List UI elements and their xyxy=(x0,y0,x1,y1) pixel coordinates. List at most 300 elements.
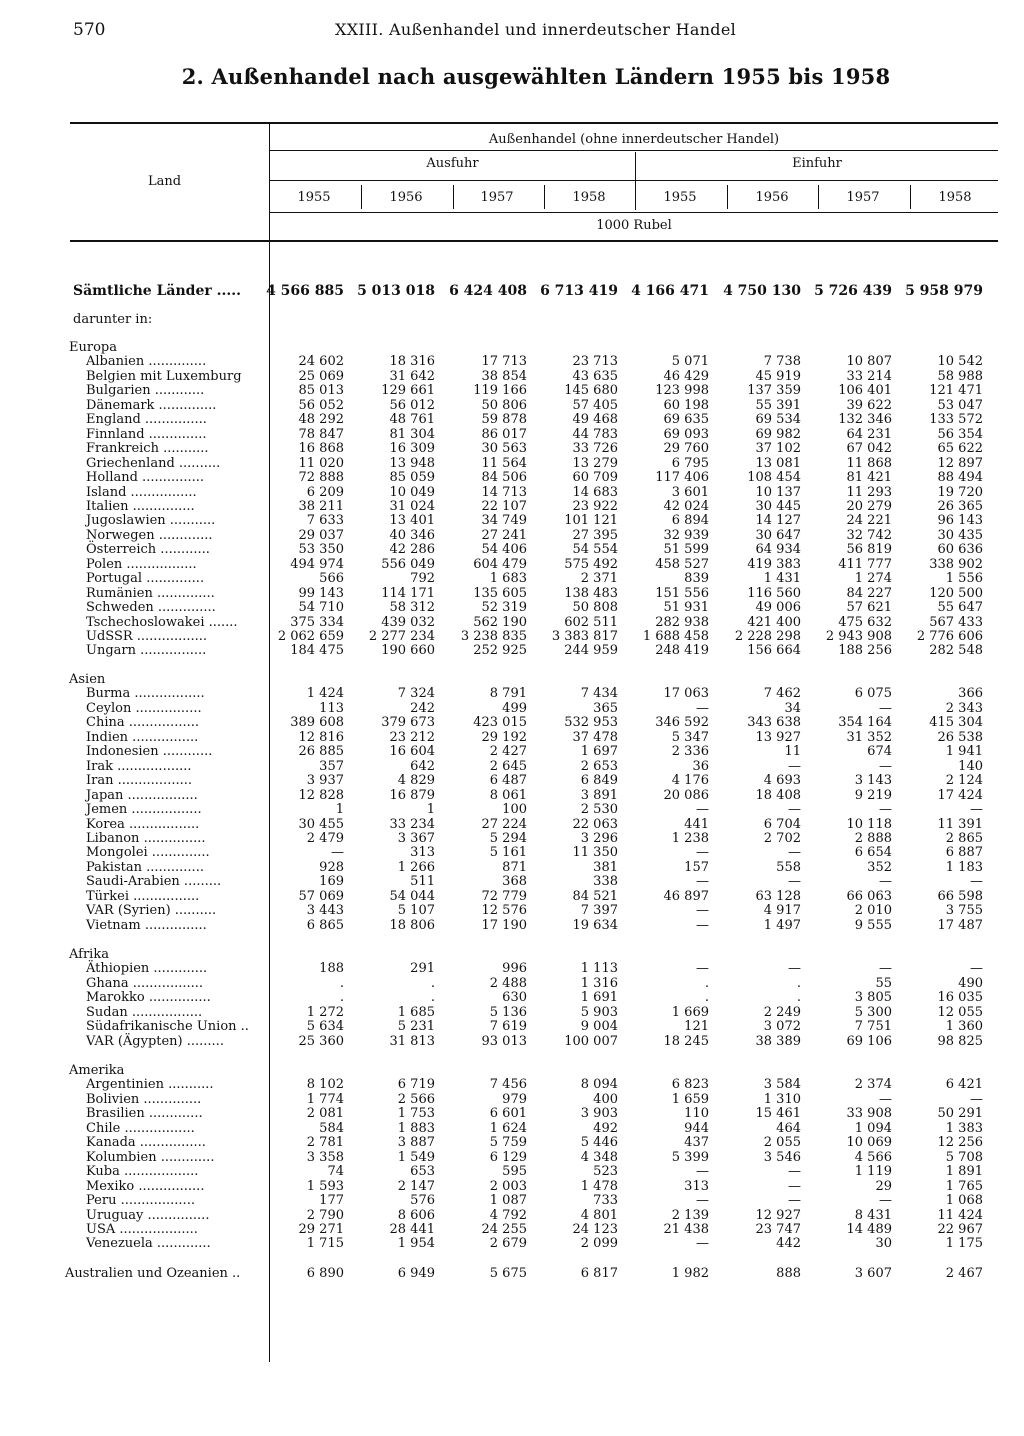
table-row-value: 2 943 908 xyxy=(825,629,892,644)
table-row-value: 7 456 xyxy=(489,1077,527,1093)
table-row-value: 9 219 xyxy=(854,787,892,803)
table-row-value: 188 xyxy=(319,961,344,977)
table-row-value: — xyxy=(879,700,892,716)
table-row-value: 86 017 xyxy=(481,426,527,442)
table-row-value: — xyxy=(788,758,801,774)
year-header: 1956 xyxy=(389,190,423,205)
table-row-value: 60 709 xyxy=(572,470,618,486)
table-row-value: 50 291 xyxy=(937,1106,983,1122)
table-row-value: — xyxy=(696,917,709,933)
table-row-value: 1 497 xyxy=(763,917,801,933)
table-row-value: 6 894 xyxy=(671,513,709,529)
table-row-value: 34 xyxy=(784,700,801,716)
table-row-value: 18 806 xyxy=(389,917,435,933)
table-row-value: 1 113 xyxy=(580,961,618,977)
table-row-value: 1 183 xyxy=(945,859,983,875)
table-row-label: Argentinien ........... xyxy=(86,1077,214,1093)
table-row-value: 3 143 xyxy=(854,773,892,789)
table-row-value: 464 xyxy=(776,1120,801,1136)
table-row-value: 22 107 xyxy=(481,498,527,514)
table-row-value: 511 xyxy=(410,874,435,890)
table-row-value: 27 395 xyxy=(572,527,618,543)
table-row-value: 58 312 xyxy=(389,600,435,616)
region-heading: Europa xyxy=(69,340,117,355)
table-row-value: 282 548 xyxy=(929,643,983,659)
table-row-value: 6 601 xyxy=(489,1106,527,1122)
total-row-value: 4 166 471 xyxy=(631,283,709,299)
table-row-value: 5 708 xyxy=(945,1149,983,1165)
table-row-value: 2 776 606 xyxy=(916,629,983,644)
table-row-value: 33 234 xyxy=(389,816,435,832)
table-row-value: 17 487 xyxy=(937,917,983,933)
total-row-value: 5 726 439 xyxy=(814,283,892,299)
table-row-value: 4 348 xyxy=(580,1149,618,1165)
oceania-row-label: Australien und Ozeanien .. xyxy=(65,1266,241,1281)
table-row-value: 64 231 xyxy=(846,426,892,442)
table-row-value: 6 487 xyxy=(489,773,527,789)
table-row-value: 54 710 xyxy=(298,600,344,616)
table-row-label: Schweden .............. xyxy=(86,600,216,616)
table-row-value: 8 606 xyxy=(397,1207,435,1223)
table-row-value: 12 828 xyxy=(298,787,344,803)
table-row-value: 2 488 xyxy=(489,975,527,991)
table-row-value: 282 938 xyxy=(655,614,709,630)
table-row-label: Burma ................. xyxy=(86,686,205,702)
table-row-value: 108 454 xyxy=(747,470,801,486)
table-row-value: 42 286 xyxy=(389,542,435,558)
table-row-value: 389 608 xyxy=(290,715,344,731)
table-row-label: Kolumbien ............. xyxy=(86,1149,215,1165)
table-row-value: 4 566 xyxy=(854,1149,892,1165)
table-row-value: 6 823 xyxy=(671,1077,709,1093)
import-header: Einfuhr xyxy=(792,156,842,171)
table-row-value: 1 424 xyxy=(306,686,344,702)
table-row-value: 26 538 xyxy=(937,729,983,745)
year-rule xyxy=(270,212,998,213)
table-row-value: . xyxy=(704,975,709,991)
table-row-label: VAR (Ägypten) ......... xyxy=(86,1033,224,1049)
table-row-value: 411 777 xyxy=(838,556,892,572)
table-row-label: Jugoslawien ........... xyxy=(86,513,216,529)
year-divider xyxy=(453,185,454,209)
table-row-label: Indonesien ............ xyxy=(86,744,213,760)
table-row-value: 442 xyxy=(776,1236,801,1252)
table-row-value: 50 806 xyxy=(481,397,527,413)
table-row-value: 69 534 xyxy=(755,412,801,428)
table-row-label: USA ................... xyxy=(86,1221,198,1237)
table-row-value: 6 421 xyxy=(945,1077,983,1093)
table-row-value: 2 374 xyxy=(854,1077,892,1093)
table-row-label: Sudan ................. xyxy=(86,1004,203,1020)
page-number: 570 xyxy=(73,20,106,40)
table-row-value: 2 081 xyxy=(306,1106,344,1122)
table-row-value: 1 954 xyxy=(397,1236,435,1252)
table-row-value: 1 669 xyxy=(671,1004,709,1020)
table-row-value: 14 489 xyxy=(846,1221,892,1237)
table-row-value: 177 xyxy=(319,1193,344,1209)
table-row-label: Saudi-Arabien ......... xyxy=(86,874,222,890)
table-row-value: 562 190 xyxy=(473,614,527,630)
table-row-value: 6 704 xyxy=(763,816,801,832)
table-row-value: — xyxy=(879,961,892,977)
table-row-value: 6 209 xyxy=(306,484,344,500)
table-row-value: 46 429 xyxy=(663,368,709,384)
table-row-value: 11 xyxy=(784,744,801,760)
table-row-value: 38 389 xyxy=(755,1033,801,1049)
table-row-value: 366 xyxy=(958,686,983,702)
table-row-value: — xyxy=(788,1164,801,1180)
table-row-value: 132 346 xyxy=(838,412,892,428)
region-heading: Afrika xyxy=(69,947,109,962)
table-row-value: 6 887 xyxy=(945,845,983,861)
table-row-value: 532 953 xyxy=(564,715,618,731)
table-row-value: . xyxy=(796,990,801,1006)
table-row-label: Venezuela ............. xyxy=(86,1236,211,1252)
table-row-value: — xyxy=(970,802,983,818)
table-row-value: 566 xyxy=(319,571,344,587)
table-row-value: 31 642 xyxy=(389,368,435,384)
table-row-value: 5 071 xyxy=(671,354,709,370)
table-row-value: 2 888 xyxy=(854,830,892,846)
table-row-value: 1 624 xyxy=(489,1120,527,1136)
table-row-value: 17 190 xyxy=(481,917,527,933)
table-row-value: 1 774 xyxy=(306,1091,344,1107)
table-row-label: Äthiopien ............. xyxy=(86,961,208,977)
table-row-value: 2 336 xyxy=(671,744,709,760)
table-row-value: 2 003 xyxy=(489,1178,527,1194)
table-row-value: 6 849 xyxy=(580,773,618,789)
table-row-value: 6 129 xyxy=(489,1149,527,1165)
table-row-value: — xyxy=(788,845,801,861)
table-row-value: 14 713 xyxy=(481,484,527,500)
table-row-value: 23 747 xyxy=(755,1221,801,1237)
table-row-value: 81 421 xyxy=(846,470,892,486)
table-row-value: 5 399 xyxy=(671,1149,709,1165)
table-row-value: . xyxy=(430,990,435,1006)
table-row-value: 56 052 xyxy=(298,397,344,413)
table-row-value: 67 042 xyxy=(846,441,892,457)
table-row-value: 5 446 xyxy=(580,1135,618,1151)
table-row-value: 184 475 xyxy=(290,643,344,659)
table-row-value: 439 032 xyxy=(381,614,435,630)
year-header: 1958 xyxy=(938,190,972,205)
oceania-row-value: 1 982 xyxy=(671,1266,709,1281)
table-row-value: 3 367 xyxy=(397,830,435,846)
oceania-row-value: 3 607 xyxy=(854,1266,892,1281)
table-row-value: 57 069 xyxy=(298,888,344,904)
land-header: Land xyxy=(148,174,182,189)
table-row-value: 30 xyxy=(875,1236,892,1252)
table-row-value: 15 461 xyxy=(755,1106,801,1122)
table-row-value: 13 948 xyxy=(389,455,435,471)
table-row-value: 44 783 xyxy=(572,426,618,442)
total-row-label: Sämtliche Länder ..... xyxy=(73,283,241,299)
table-row-label: China ................. xyxy=(86,715,199,731)
table-row-value: 51 931 xyxy=(663,600,709,616)
table-row-value: 338 xyxy=(593,874,618,890)
table-row-value: 1 715 xyxy=(306,1236,344,1252)
table-row-value: 5 347 xyxy=(671,729,709,745)
table-row-value: 7 397 xyxy=(580,903,618,919)
table-row-value: 63 128 xyxy=(755,888,801,904)
table-row-value: 1 697 xyxy=(580,744,618,760)
table-row-value: 38 854 xyxy=(481,368,527,384)
table-row-value: — xyxy=(696,1236,709,1252)
table-row-value: 20 086 xyxy=(663,787,709,803)
table-row-value: — xyxy=(788,1178,801,1194)
table-row-value: 12 897 xyxy=(937,455,983,471)
table-row-value: 11 293 xyxy=(846,484,892,500)
table-row-value: 24 255 xyxy=(481,1221,527,1237)
table-row-value: 379 673 xyxy=(381,715,435,731)
table-row-value: 56 819 xyxy=(846,542,892,558)
table-row-value: 2 679 xyxy=(489,1236,527,1252)
table-row-value: 1 xyxy=(426,802,435,818)
table-row-value: 65 622 xyxy=(937,441,983,457)
table-row-value: 5 903 xyxy=(580,1004,618,1020)
table-row-label: Österreich ............ xyxy=(86,542,210,558)
table-row-value: 29 037 xyxy=(298,527,344,543)
table-row-value: 3 937 xyxy=(306,773,344,789)
table-row-value: 38 211 xyxy=(298,498,344,514)
table-row-label: Uruguay ............... xyxy=(86,1207,210,1223)
table-row-value: — xyxy=(788,961,801,977)
table-row-value: — xyxy=(879,802,892,818)
table-row-value: 2 702 xyxy=(763,830,801,846)
table-row-value: — xyxy=(696,961,709,977)
total-row-value: 4 566 885 xyxy=(266,283,344,299)
table-row-value: 78 847 xyxy=(298,426,344,442)
table-row-value: 5 107 xyxy=(397,903,435,919)
table-row-value: 30 563 xyxy=(481,441,527,457)
table-row-value: 12 055 xyxy=(937,1004,983,1020)
table-row-value: 1 593 xyxy=(306,1178,344,1194)
year-header: 1956 xyxy=(755,190,789,205)
table-row-value: 33 726 xyxy=(572,441,618,457)
table-row-value: 53 350 xyxy=(298,542,344,558)
table-row-value: 33 214 xyxy=(846,368,892,384)
total-row-value: 5 958 979 xyxy=(905,283,983,299)
table-row-label: Türkei ................ xyxy=(86,888,200,904)
year-divider xyxy=(910,185,911,209)
table-row-value: 441 xyxy=(684,816,709,832)
table-row-label: Chile ................. xyxy=(86,1120,195,1136)
table-row-value: 99 143 xyxy=(298,585,344,601)
header-bottom-rule xyxy=(70,240,998,242)
table-row-value: — xyxy=(970,1091,983,1107)
table-row-value: 7 633 xyxy=(306,513,344,529)
subgroup-rule xyxy=(270,180,998,181)
table-row-value: 3 755 xyxy=(945,903,983,919)
table-row-value: 4 693 xyxy=(763,773,801,789)
table-row-value: 3 601 xyxy=(671,484,709,500)
table-row-value: 494 974 xyxy=(290,556,344,572)
table-row-value: 21 438 xyxy=(663,1221,709,1237)
table-row-value: 29 xyxy=(875,1178,892,1194)
table-row-value: 54 554 xyxy=(572,542,618,558)
table-row-value: 140 xyxy=(958,758,983,774)
table-row-value: 421 400 xyxy=(747,614,801,630)
table-row-value: 1 266 xyxy=(397,859,435,875)
table-row-label: Jemen ................. xyxy=(86,802,202,818)
table-row-value: 52 319 xyxy=(481,600,527,616)
table-row-value: 1 316 xyxy=(580,975,618,991)
table-row-value: 357 xyxy=(319,758,344,774)
table-row-value: — xyxy=(696,1164,709,1180)
year-divider xyxy=(818,185,819,209)
table-row-value: 604 479 xyxy=(473,556,527,572)
table-row-label: England ............... xyxy=(86,412,207,428)
total-row-value: 6 713 419 xyxy=(540,283,618,299)
table-row-value: 1 068 xyxy=(945,1193,983,1209)
table-row-value: 2 010 xyxy=(854,903,892,919)
table-row-value: 5 136 xyxy=(489,1004,527,1020)
table-row-value: 13 279 xyxy=(572,455,618,471)
table-row-label: Italien ............... xyxy=(86,498,195,514)
table-row-value: — xyxy=(788,874,801,890)
table-row-value: 13 401 xyxy=(389,513,435,529)
table-row-value: 7 462 xyxy=(763,686,801,702)
table-row-value: 3 546 xyxy=(763,1149,801,1165)
table-row-value: 674 xyxy=(867,744,892,760)
table-row-value: 8 102 xyxy=(306,1077,344,1093)
table-row-value: 415 304 xyxy=(929,715,983,731)
table-row-value: 10 542 xyxy=(937,354,983,370)
year-header: 1955 xyxy=(663,190,697,205)
table-row-value: 996 xyxy=(502,961,527,977)
table-row-value: 30 455 xyxy=(298,816,344,832)
table-row-value: 5 161 xyxy=(489,845,527,861)
table-row-value: 19 720 xyxy=(937,484,983,500)
table-row-value: — xyxy=(879,758,892,774)
table-row-value: 25 069 xyxy=(298,368,344,384)
table-row-value: 1 272 xyxy=(306,1004,344,1020)
table-row-value: 1 094 xyxy=(854,1120,892,1136)
table-row-value: 3 238 835 xyxy=(460,629,527,644)
table-row-value: 18 408 xyxy=(755,787,801,803)
table-row-value: 33 908 xyxy=(846,1106,892,1122)
table-row-value: 25 360 xyxy=(298,1033,344,1049)
oceania-row-value: 6 949 xyxy=(397,1266,435,1281)
table-row-value: — xyxy=(879,1091,892,1107)
table-row-value: 74 xyxy=(327,1164,344,1180)
table-row-value: 4 792 xyxy=(489,1207,527,1223)
table-row-value: 313 xyxy=(410,845,435,861)
table-row-value: 14 683 xyxy=(572,484,618,500)
table-row-value: 2 530 xyxy=(580,802,618,818)
table-row-value: 11 564 xyxy=(481,455,527,471)
table-row-value: 2 055 xyxy=(763,1135,801,1151)
table-row-value: 523 xyxy=(593,1164,618,1180)
table-row-value: 6 865 xyxy=(306,917,344,933)
table-row-value: 839 xyxy=(684,571,709,587)
table-row-value: 42 024 xyxy=(663,498,709,514)
table-row-value: 381 xyxy=(593,859,618,875)
table-row-value: 1 119 xyxy=(854,1164,892,1180)
table-title: 2. Außenhandel nach ausgewählten Ländern 1955 bis 1958 xyxy=(181,64,891,89)
table-row-value: 16 868 xyxy=(298,441,344,457)
table-row-value: 7 434 xyxy=(580,686,618,702)
table-row-value: 354 164 xyxy=(838,715,892,731)
table-row-value: 30 445 xyxy=(755,498,801,514)
table-row-label: Korea ................. xyxy=(86,816,200,832)
table-row-value: 1 087 xyxy=(489,1193,527,1209)
table-row-value: 51 599 xyxy=(663,542,709,558)
table-row-value: 72 888 xyxy=(298,470,344,486)
table-row-value: 66 598 xyxy=(937,888,983,904)
table-row-value: 85 013 xyxy=(298,383,344,399)
table-row-value: 1 274 xyxy=(854,571,892,587)
table-row-value: — xyxy=(788,802,801,818)
table-row-label: Ungarn ................ xyxy=(86,643,207,659)
table-row-label: Indien ................ xyxy=(86,729,199,745)
table-row-value: 84 521 xyxy=(572,888,618,904)
table-row-label: Mexiko ................ xyxy=(86,1178,205,1194)
table-row-value: 2 566 xyxy=(397,1091,435,1107)
table-row-value: . xyxy=(704,990,709,1006)
table-row-value: 29 192 xyxy=(481,729,527,745)
table-row-value: 423 015 xyxy=(473,715,527,731)
oceania-row-value: 2 467 xyxy=(945,1266,983,1281)
table-row-value: 1 685 xyxy=(397,1004,435,1020)
table-row-value: 32 939 xyxy=(663,527,709,543)
table-row-value: 928 xyxy=(319,859,344,875)
table-row-value: 1 883 xyxy=(397,1120,435,1136)
table-row-value: 60 636 xyxy=(937,542,983,558)
table-row-value: — xyxy=(970,961,983,977)
table-row-value: 5 759 xyxy=(489,1135,527,1151)
table-row-value: 2 124 xyxy=(945,773,983,789)
table-row-label: Bulgarien ............ xyxy=(86,383,205,399)
table-row-value: 653 xyxy=(410,1164,435,1180)
table-row-value: 567 433 xyxy=(929,614,983,630)
table-row-value: 39 622 xyxy=(846,397,892,413)
oceania-row-value: 6 817 xyxy=(580,1266,618,1281)
table-row-value: — xyxy=(696,1193,709,1209)
table-row-value: 1 891 xyxy=(945,1164,983,1180)
table-row-value: 11 350 xyxy=(572,845,618,861)
table-row-value: 59 878 xyxy=(481,412,527,428)
table-row-label: Bolivien .............. xyxy=(86,1091,202,1107)
table-row-value: 106 401 xyxy=(838,383,892,399)
table-row-value: 24 123 xyxy=(572,1221,618,1237)
table-row-value: 129 661 xyxy=(381,383,435,399)
table-row-label: Ceylon ................ xyxy=(86,700,202,716)
table-row-value: 6 075 xyxy=(854,686,892,702)
table-row-value: 10 807 xyxy=(846,354,892,370)
table-row-value: 1 683 xyxy=(489,571,527,587)
table-row-value: 642 xyxy=(410,758,435,774)
table-row-value: 7 738 xyxy=(763,354,801,370)
table-row-value: — xyxy=(331,845,344,861)
table-row-label: Norwegen ............. xyxy=(86,527,213,543)
table-row-value: 602 511 xyxy=(564,614,618,630)
table-row-value: 55 391 xyxy=(755,397,801,413)
table-row-value: 944 xyxy=(684,1120,709,1136)
table-row-value: 1 691 xyxy=(580,990,618,1006)
year-header: 1955 xyxy=(297,190,331,205)
table-row-value: 23 922 xyxy=(572,498,618,514)
year-divider xyxy=(544,185,545,209)
table-row-value: 36 xyxy=(692,758,709,774)
table-row-value: 54 406 xyxy=(481,542,527,558)
table-row-value: 57 405 xyxy=(572,397,618,413)
total-row-value: 4 750 130 xyxy=(723,283,801,299)
table-row-value: 17 424 xyxy=(937,787,983,803)
table-row-value: — xyxy=(696,802,709,818)
table-row-value: 119 166 xyxy=(473,383,527,399)
table-row-value: 792 xyxy=(410,571,435,587)
